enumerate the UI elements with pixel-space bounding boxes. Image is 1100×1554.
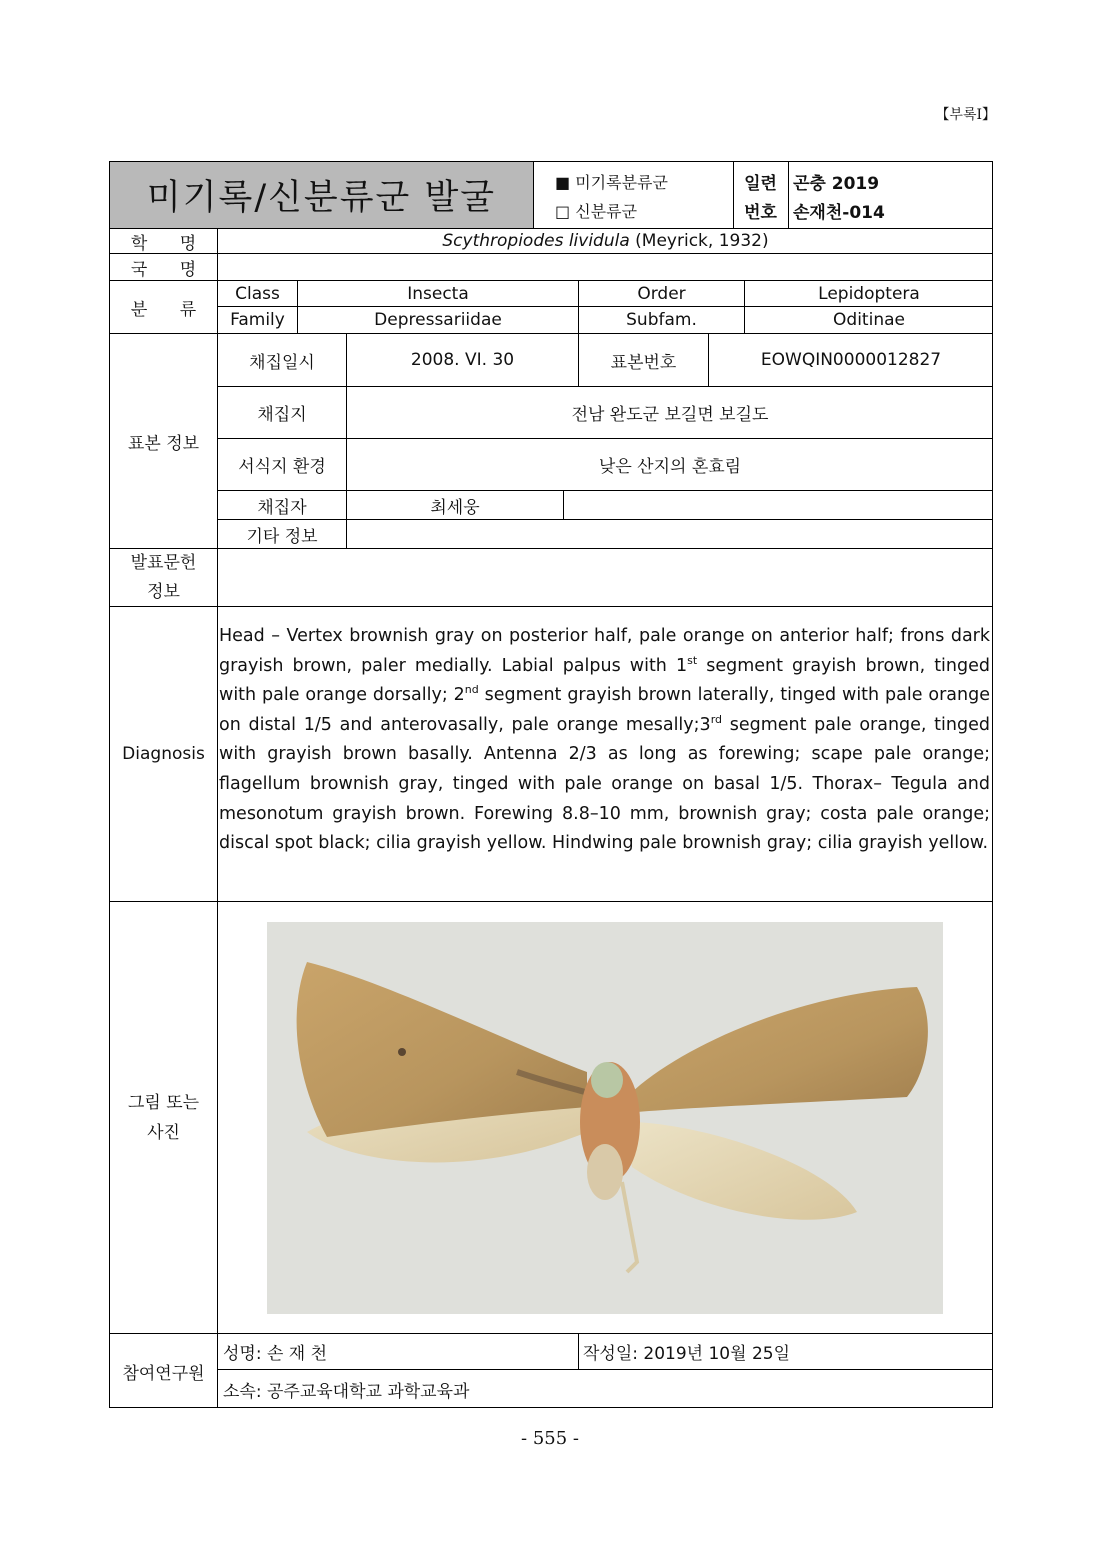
subfamily-label: Subfam. [626, 310, 697, 330]
serial-label: 일련 [744, 173, 777, 194]
subfamily-value: Oditinae [833, 310, 905, 330]
diagnosis-part: segment grayish brown laterally, tinged with pale orange on distal 1/5 and anterovasally, pale orange mesally;3 [219, 685, 990, 735]
moth-specimen-photo [267, 922, 943, 1314]
checkbox-new-taxon: □ 신분류군 [555, 201, 638, 221]
rule [109, 606, 993, 607]
collection-date: 2008. VI. 30 [410, 350, 515, 370]
diagnosis-text [219, 622, 990, 859]
serial-number: 곤충 2019 [793, 173, 880, 194]
publication-label-line: 정보 [147, 581, 180, 602]
family-value: Depressariidae [374, 310, 502, 330]
diagnosis-part: Head – Vertex brownish gray on posterior half, pale orange on anterior half; frons dark grayish brown, paler medially. Labial palpus with 1 [219, 626, 990, 676]
rule [109, 901, 993, 902]
figure-label-line: 사진 [147, 1122, 180, 1143]
class-value: Insecta [407, 283, 469, 304]
serial-number: 손재천-014 [793, 202, 885, 223]
korean-name [218, 254, 993, 280]
habitat-label: 서식지 환경 [238, 457, 326, 477]
collector: 최세웅 [430, 497, 480, 518]
ordinal-superscript: nd [464, 683, 479, 697]
collection-date-label: 채집일시 [249, 352, 315, 373]
scientific-name-author: (Meyrick, 1932) [629, 231, 769, 251]
figure-label [110, 902, 217, 1333]
researcher-affiliation: 소속: 공주교육대학교 과학교육과 [223, 1381, 470, 1402]
specimen-info-label: 표본 정보 [127, 433, 200, 454]
specimen-number-label: 표본번호 [610, 352, 677, 373]
habitat: 낮은 산지의 혼효림 [598, 457, 742, 477]
other-info [347, 520, 993, 548]
appendix-label: 【부록Ⅰ】 [935, 107, 996, 123]
publication-info [218, 549, 993, 606]
locality: 전남 완도군 보길면 보길도 [571, 405, 769, 425]
order-label: Order [637, 283, 686, 304]
class-label: Class [235, 283, 280, 304]
korean-name-label: 국 명 [130, 259, 197, 280]
serial-label: 번호 [744, 202, 777, 223]
ordinal-superscript: st [687, 653, 698, 667]
other-info-label: 기타 정보 [246, 526, 318, 547]
ordinal-superscript: rd [710, 712, 722, 726]
specimen-number: EOWQIN0000012827 [760, 350, 942, 370]
written-date: 작성일: 2019년 10월 25일 [583, 1344, 790, 1364]
rule [563, 490, 564, 519]
rule [533, 161, 534, 228]
diagnosis-part: segment grayish brown, tinged with pale orange dorsally; 2 [219, 655, 990, 706]
researcher-label: 참여연구원 [122, 1363, 205, 1384]
page-title: 미기록/신분류군 발굴 [146, 178, 497, 218]
family-label: Family [230, 310, 285, 330]
scientific-name-label: 학 명 [130, 233, 197, 254]
collector-label: 채집자 [257, 497, 307, 518]
figure-label-line: 그림 또는 [127, 1092, 200, 1113]
researcher-name: 성명: 손 재 천 [223, 1344, 328, 1364]
checkbox-unrecorded-taxon: ■ 미기록분류군 [555, 172, 668, 192]
diagnosis-part: segment pale orange, tinged with grayish brown basally. Antenna 2/3 as long as forewing; scape pale orange; flagellum brownish gray, tinged with pale orange on basal 1/5. Thorax– Tegula and mesonotum grayish brown. Forewing 8.8–10 mm, brownish gray; costa pale orange; discal spot black; cilia grayish yellow. Hindwing pale brownish gray; cilia grayish yellow. [219, 714, 990, 854]
diagnosis-label: Diagnosis [122, 744, 205, 764]
scientific-name [218, 229, 993, 253]
order-value: Lepidoptera [818, 283, 920, 304]
scientific-name-binomial: Scythropiodes lividula [442, 231, 630, 251]
page-number: - 555 - [521, 1428, 579, 1449]
locality-label: 채집지 [257, 405, 307, 425]
classification-label: 분 류 [130, 299, 197, 320]
publication-label-line: 발표문헌 [130, 552, 197, 573]
publication-info-label [110, 549, 217, 606]
